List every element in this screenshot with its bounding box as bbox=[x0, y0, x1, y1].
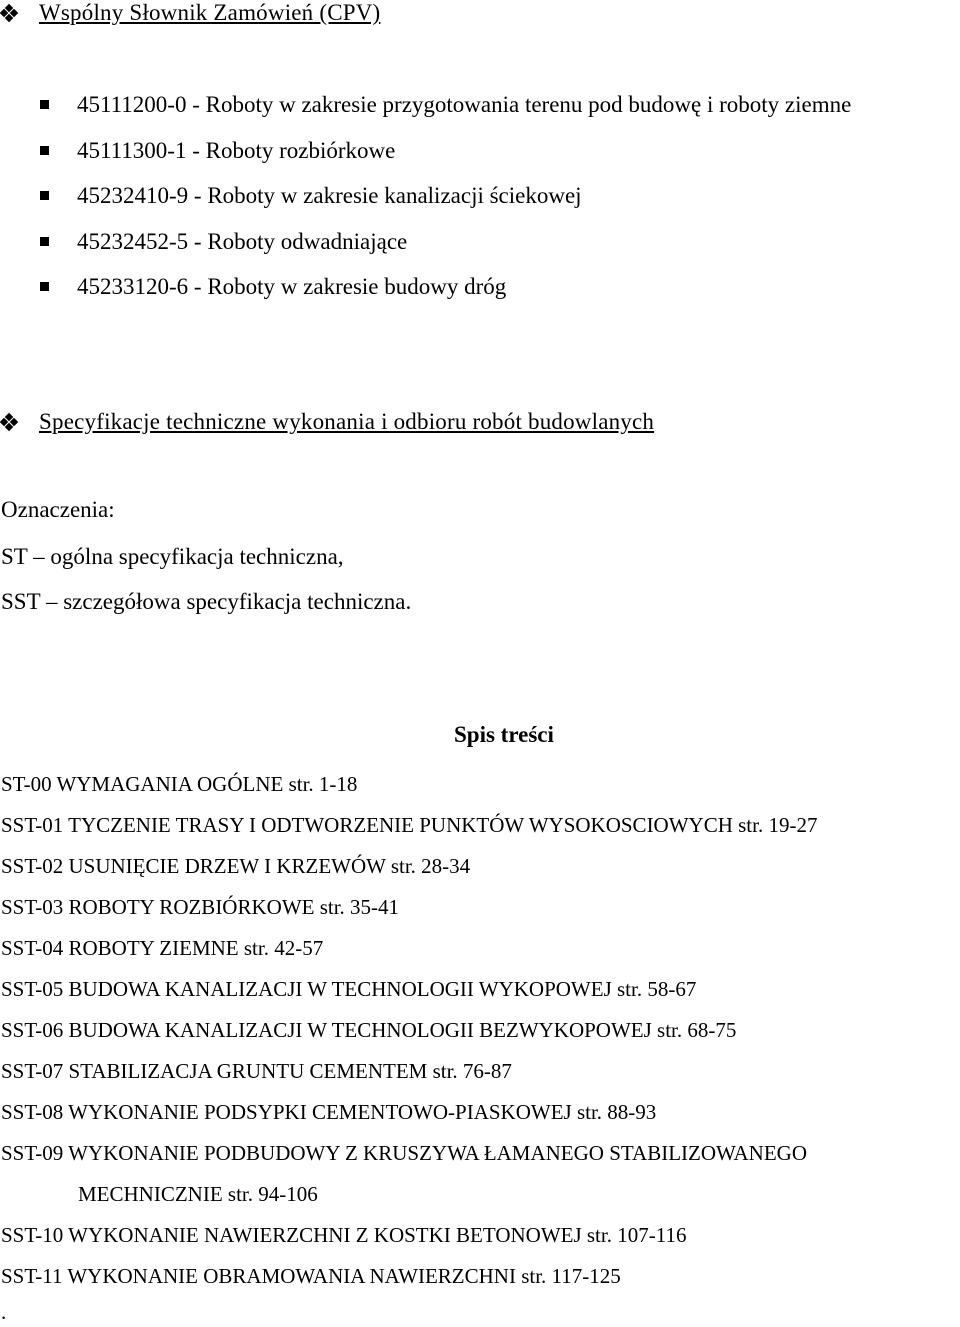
toc-entry: SST-05 BUDOWA KANALIZACJI W TECHNOLOGII WYKOPOWEJ str. 58-67 bbox=[1, 977, 697, 1001]
cpv-heading-text: Wspólny Słownik Zamówień (CPV) bbox=[39, 0, 381, 25]
list-item bbox=[40, 219, 851, 265]
sst-definition: SST – szczegółowa specyfikacja techniczna. bbox=[1, 589, 412, 614]
toc-entry-continuation: MECHNICZNIE str. 94-106 bbox=[78, 1182, 318, 1206]
toc-entry: SST-11 WYKONANIE OBRAMOWANIA NAWIERZCHNI str. 117-125 bbox=[1, 1264, 621, 1288]
toc-entry: SST-10 WYKONANIE NAWIERZCHNI Z KOSTKI BETONOWEJ str. 107-116 bbox=[1, 1223, 687, 1247]
diamond-bullet-icon bbox=[1, 414, 17, 430]
square-bullet-icon bbox=[40, 191, 49, 200]
toc-entry: SST-08 WYKONANIE PODSYPKI CEMENTOWO-PIASKOWEJ str. 88-93 bbox=[1, 1100, 657, 1124]
st-definition: ST – ogólna specyfikacja techniczna, bbox=[1, 544, 344, 569]
cpv-code-text: 45232452-5 - Roboty odwadniające bbox=[77, 228, 408, 254]
toc-entry: SST-02 USUNIĘCIE DRZEW I KRZEWÓW str. 28-34 bbox=[1, 854, 471, 878]
specs-heading-text: Specyfikacje techniczne wykonania i odbioru robót budowlanych bbox=[39, 409, 655, 434]
square-bullet-icon bbox=[40, 282, 49, 291]
diamond-bullet-icon bbox=[1, 5, 17, 21]
designations-label: Oznaczenia: bbox=[1, 497, 115, 522]
square-bullet-icon bbox=[40, 237, 49, 246]
list-item bbox=[40, 128, 851, 174]
toc-entry: SST-01 TYCZENIE TRASY I ODTWORZENIE PUNKTÓW WYSOKOSCIOWYCH str. 19-27 bbox=[1, 813, 818, 837]
cpv-heading bbox=[0, 0, 380, 26]
toc-title: Spis treści bbox=[454, 722, 554, 747]
cpv-code-text: 45111300-1 - Roboty rozbiórkowe bbox=[77, 137, 396, 163]
toc-entry: SST-06 BUDOWA KANALIZACJI W TECHNOLOGII BEZWYKOPOWEJ str. 68-75 bbox=[1, 1018, 737, 1042]
table-of-contents bbox=[1, 764, 817, 1297]
square-bullet-icon bbox=[40, 100, 49, 109]
cpv-code-list bbox=[40, 82, 851, 310]
trailing-period: . bbox=[1, 1300, 7, 1324]
cpv-code-text: 45111200-0 - Roboty w zakresie przygotowania terenu pod budowę i roboty ziemne bbox=[77, 92, 852, 117]
cpv-code-text: 45233120-6 - Roboty w zakresie budowy dróg bbox=[77, 274, 507, 299]
list-item bbox=[40, 82, 851, 128]
cpv-code-text: 45232410-9 - Roboty w zakresie kanalizacji ściekowej bbox=[77, 183, 582, 208]
list-item bbox=[40, 264, 851, 310]
toc-entry: SST-04 ROBOTY ZIEMNE str. 42-57 bbox=[1, 936, 324, 960]
square-bullet-icon bbox=[40, 146, 49, 155]
toc-entry: SST-07 STABILIZACJA GRUNTU CEMENTEM str. 76-87 bbox=[1, 1059, 512, 1083]
toc-entry: SST-03 ROBOTY ROZBIÓRKOWE str. 35-41 bbox=[1, 895, 400, 919]
toc-entry: ST-00 WYMAGANIA OGÓLNE str. 1-18 bbox=[1, 772, 358, 796]
toc-entry: SST-09 WYKONANIE PODBUDOWY Z KRUSZYWA ŁAMANEGO STABILIZOWANEGO bbox=[1, 1141, 808, 1165]
list-item bbox=[40, 173, 851, 219]
specs-heading bbox=[0, 409, 654, 435]
